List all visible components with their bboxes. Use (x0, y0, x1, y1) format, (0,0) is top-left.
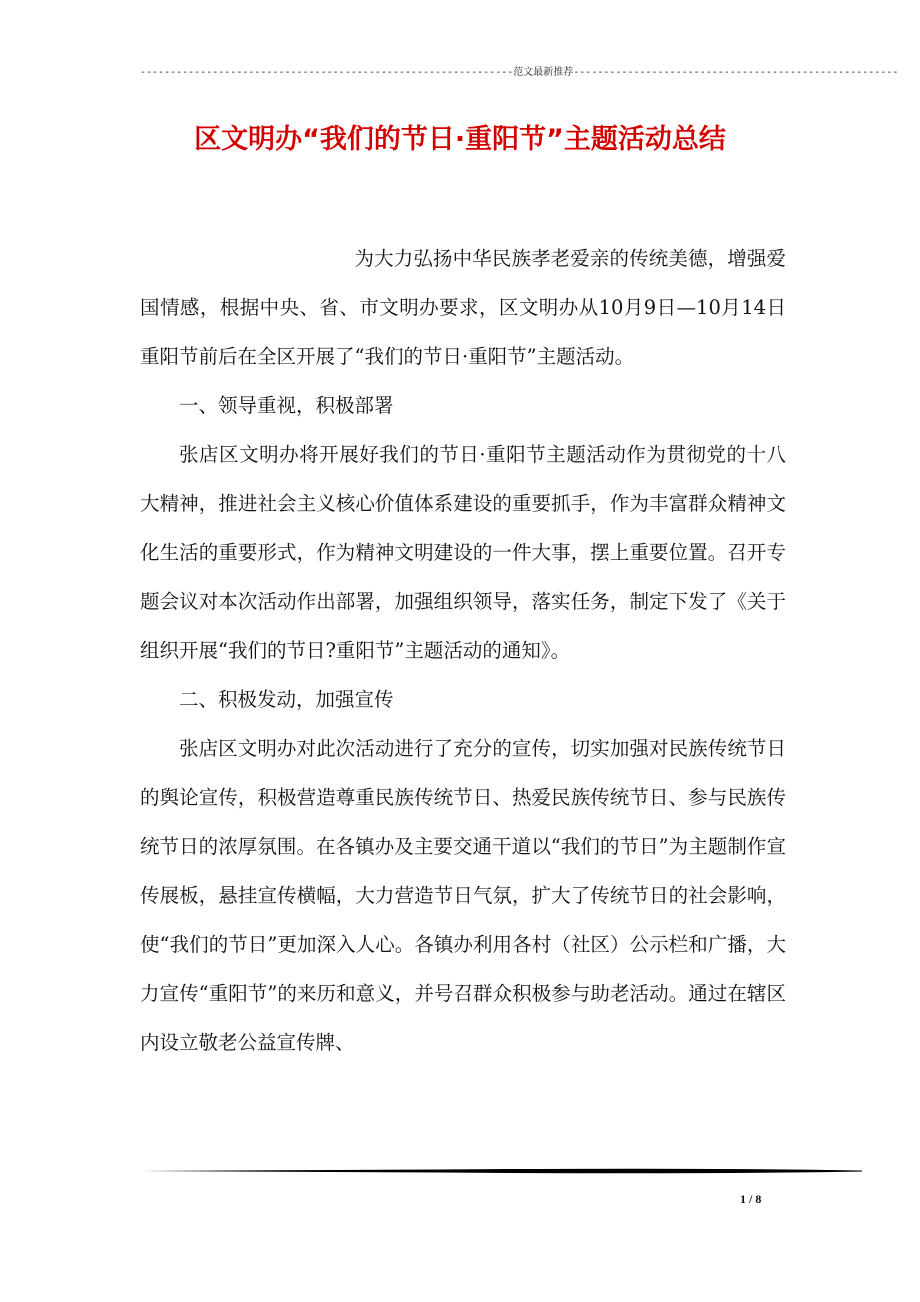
page-header: --------------------------------------------------------------范文最新推荐------------------------------------------------------ (140, 67, 899, 78)
page-title: 区文明办“我们的节日·重阳节”主题活动总结 (194, 124, 726, 155)
intro-paragraph: 为大力弘扬中华民族孝老爱亲的传统美德，增强爱国情感，根据中央、省、市文明办要求，区文明办从10月9日—10月14日重阳节前后在全区开展了“我们的节日·重阳节”主题活动。 (140, 247, 786, 368)
section-paragraph-1: 张店区文明办将开展好我们的节日·重阳节主题活动作为贯彻党的十八大精神，推进社会主义核心价值体系建设的重要抓手，作为丰富群众精神文化生活的重要形式，作为精神文明建设的一件大事，摆上重要位置。召开专题会议对本次活动作出部署，加强组织领导，落实任务，制定下发了《关于组织开展“我们的节日?重阳节”主题活动的通知》。 (140, 443, 786, 662)
page-number: 1 / 8 (740, 1192, 762, 1206)
section-heading-1: 一、领导重视，积极部署 (179, 394, 394, 417)
section-heading-2: 二、积极发动，加强宣传 (179, 688, 394, 711)
section-paragraph-2: 张店区文明办对此次活动进行了充分的宣传，切实加强对民族传统节日的舆论宣传，积极营造尊重民族传统节日、热爱民族传统节日、参与民族传统节日的浓厚氛围。在各镇办及主要交通干道以“我们的节日”为主题制作宣传展板，悬挂宣传横幅，大力营造节日气氛，扩大了传统节日的社会影响，使“我们的节日”更加深入人心。各镇办利用各村（社区）公示栏和广播，大力宣传“重阳节”的来历和意义，并号召群众积极参与助老活动。通过在辖区内设立敬老公益宣传牌、 (140, 737, 786, 1054)
document-body (140, 234, 786, 1067)
footer-divider (140, 1165, 862, 1177)
